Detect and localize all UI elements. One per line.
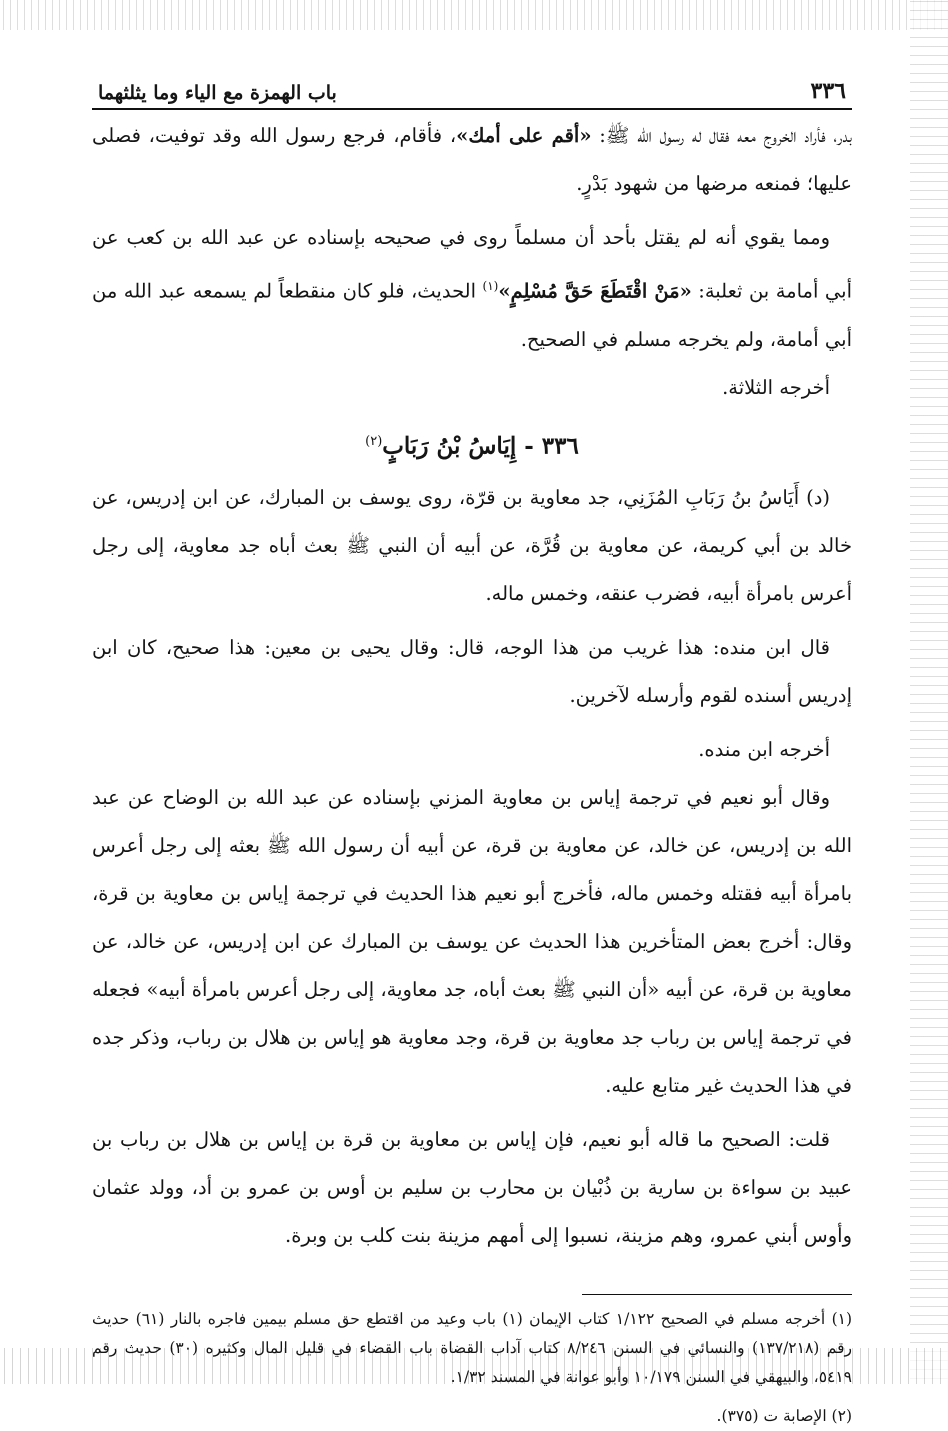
footnote-ref[interactable]: (١) bbox=[482, 279, 499, 293]
paragraph-text: ومما يقوي أنه لم يقتل بأحد أن مسلماً روى في صحيحه بإسناده عن عبد الله بن كعب عن أبي أمامة بن ثعلبة: bbox=[92, 226, 852, 303]
paragraph: (د) أَيَاسُ بنُ رَبَابِ المُزَنِي، جد معاوية بن قرّة، روى يوسف بن المبارك، عن ابن إدريس، عن خالد بن أبي كريمة، عن معاوية بن قُرَّة، عن أبيه أن النبي ﷺ بعث أباه جد معاوية، إلى رجل أعرس بامرأة أبيه، فضرب عنقه، وخمس ماله. bbox=[92, 486, 852, 606]
footnote: (١) أخرجه مسلم في الصحيح ١/١٢٢ كتاب الإيمان (١) باب وعيد من اقتطع حق مسلم بيمين فاجره بالنار (٦١) حديث رقم (١٣٧/٢١٨) والنسائي في السنن ٨/٢٤٦ كتاب آداب القضاة باب القضاء في قليل المال وكثيره (٣٠) حديث رقم ٥٤١٩، والبيهقي في السنن ١٠/١٧٩ وأبو عوانة في المسند ١/٣٢. bbox=[92, 1310, 853, 1387]
scan-edge-right bbox=[910, 0, 948, 1384]
book-page bbox=[92, 78, 852, 1431]
paragraph-text: بدر، فأراد الخروج معه فقال له رسول الله ﷺ: bbox=[591, 124, 853, 147]
paragraph bbox=[92, 214, 852, 364]
footnote-divider bbox=[582, 1294, 852, 1295]
hadith-quote: «أقم على أمك» bbox=[456, 124, 592, 147]
paragraph: قال ابن منده: هذا غريب من هذا الوجه، قال: وقال يحيى بن معين: هذا صحيح، كان ابن إدريس أسنده لقوم وأرسله لآخرين. bbox=[92, 636, 852, 708]
paragraph: قلت: الصحيح ما قاله أبو نعيم، فإن إياس بن معاوية بن قرة بن إياس بن هلال بن رباب بن عبيد بن سواءة بن سارية بن ذُبْيان بن محارب بن سليم بن أوس بن عمرو بن أد، وولد عثمان وأوس أبني عمرو، وهم مزينة، نسبوا إلى أمهم مزينة بنت كلب بن وبرة. bbox=[92, 1128, 852, 1248]
scan-edge-top bbox=[0, 0, 948, 30]
footnote-ref[interactable]: (٢) bbox=[365, 433, 383, 449]
entry-title: ٣٣٦ - إِيَاسُ بْنُ رَبَابٍ bbox=[382, 432, 579, 460]
running-header bbox=[92, 78, 852, 110]
chapter-title: باب الهمزة مع الياء وما يثلثهما bbox=[98, 82, 337, 104]
main-text bbox=[92, 112, 852, 1260]
entry-heading bbox=[92, 418, 852, 471]
paragraph bbox=[92, 112, 852, 208]
paragraph: أخرجه ابن منده. bbox=[698, 738, 830, 762]
footnote: (٢) الإصابة ت (٣٧٥). bbox=[716, 1407, 852, 1426]
footnotes bbox=[92, 1305, 852, 1431]
paragraph: أخرجه الثلاثة. bbox=[722, 375, 830, 399]
paragraph: وقال أبو نعيم في ترجمة إياس بن معاوية المزني بإسناده عن عبد الله بن الوضاح عن عبد الله بن إدريس، عن خالد، عن معاوية بن قرة، عن أبيه أن رسول الله ﷺ بعثه إلى رجل أعرس بامرأة أبيه فقتله وخمس ماله، فأخرج أبو نعيم هذا الحديث في ترجمة إياس بن معاوية بن قرة، وقال: أخرج بعض المتأخرين هذا الحديث عن يوسف بن المبارك عن ابن إدريس، عن خالد، عن معاوية بن قرة، عن أبيه «أن النبي ﷺ بعث أباه، جد معاوية، إلى رجل أعرس بامرأة أبيه» فجعله في ترجمة إياس بن رباب جد معاوية بن قرة، وجد معاوية هو إياس بن هلال بن رباب، وذكر جده في هذا الحديث غير متابع عليه. bbox=[92, 786, 852, 1098]
paragraph-text: ، فأقام، فرجع رسول الله وقد توفيت، فصلى عليها؛ فمنعه مرضها من شهود بَدْرٍ. bbox=[92, 124, 852, 195]
page-number: ٣٣٦ bbox=[810, 78, 846, 104]
paragraph-text: الحديث، فلو كان منقطعاً لم يسمعه عبد الله من أبي أمامة، ولم يخرجه مسلم في الصحيح. bbox=[92, 279, 852, 351]
hadith-quote: «مَنْ اقْتَطَعَ حَقَّ مُسْلِمٍ» bbox=[498, 279, 692, 303]
